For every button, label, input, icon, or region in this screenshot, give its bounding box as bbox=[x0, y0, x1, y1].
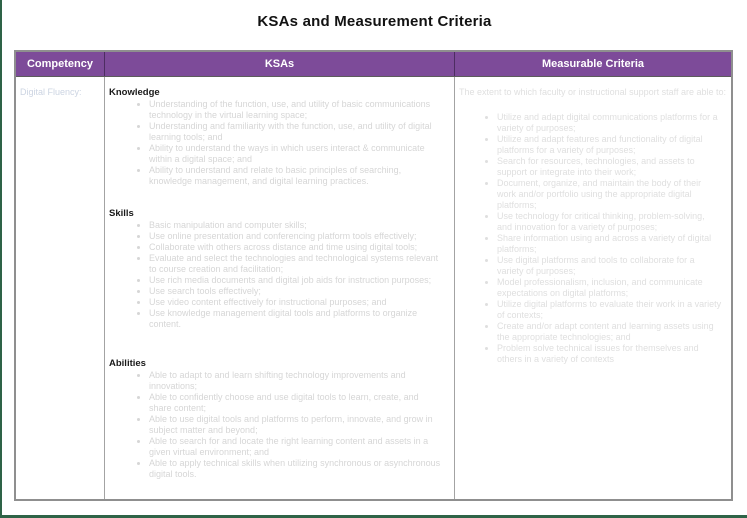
bullet-item: • Document, organize, and maintain the body of their work and/or portfolio using the appropriate digital platforms; bbox=[497, 178, 722, 211]
bullet-item: • Utilize digital platforms to evaluate their work in a variety of contexts; bbox=[497, 299, 722, 321]
bullet-item: • Able to search for and locate the right learning content and assets in a given virtual environment; and bbox=[149, 436, 443, 458]
bullet-item: • Able to adapt to and learn shifting technology improvements and innovations; bbox=[149, 370, 443, 392]
knowledge-heading: Knowledge bbox=[109, 87, 160, 98]
bullet-item: • Ability to understand and relate to basic principles of searching, knowledge management, and digital learning practices. bbox=[149, 165, 443, 187]
bullet-item: • Ability to understand the ways in which users interact & communicate within a digital space; and bbox=[149, 143, 443, 165]
bullet-item: • Problem solve technical issues for themselves and others in a variety of contexts bbox=[497, 343, 722, 365]
bullet-item: • Use search tools effectively; bbox=[149, 286, 443, 297]
page-title: KSAs and Measurement Criteria bbox=[257, 13, 492, 30]
abilities-heading: Abilities bbox=[109, 358, 146, 369]
bullet-item: • Use online presentation and conferencing platform tools effectively; bbox=[149, 231, 443, 242]
bullet-item: • Use knowledge management digital tools and platforms to organize content. bbox=[149, 308, 443, 330]
knowledge-bullet-list bbox=[109, 99, 449, 187]
skills-bullet-list bbox=[109, 220, 449, 330]
bullet-item: • Understanding and familiarity with the function, use, and utility of digital learning tools; and bbox=[149, 121, 443, 143]
bullet-item: • Able to apply technical skills when utilizing synchronous or asynchronous digital tools. bbox=[149, 458, 443, 480]
criteria-cell bbox=[455, 77, 731, 499]
competency-cell bbox=[16, 77, 105, 499]
criteria-bullet-list bbox=[459, 112, 726, 365]
column-header-ksas: KSAs bbox=[105, 52, 455, 76]
bullet-item: • Use digital platforms and tools to collaborate for a variety of purposes; bbox=[497, 255, 722, 277]
skills-heading: Skills bbox=[109, 208, 134, 219]
abilities-bullet-list bbox=[109, 370, 449, 480]
bullet-item: • Able to use digital tools and platforms to perform, innovate, and grow in subject matter and beyond; bbox=[149, 414, 443, 436]
ksa-table bbox=[14, 50, 733, 501]
bullet-item: • Create and/or adapt content and learning assets using the appropriate technologies; and bbox=[497, 321, 722, 343]
bullet-item: • Share information using and across a variety of digital platforms; bbox=[497, 233, 722, 255]
bullet-item: • Evaluate and select the technologies and technological systems relevant to course creation and facilitation; bbox=[149, 253, 443, 275]
column-header-measurable-criteria: Measurable Criteria bbox=[541, 58, 645, 70]
bullet-item: • Use technology for critical thinking, problem-solving, and innovation for a variety of purposes; bbox=[497, 211, 722, 233]
ksa-section-skills bbox=[109, 208, 449, 330]
ksa-section-knowledge bbox=[109, 87, 449, 187]
bullet-item: • Search for resources, technologies, and assets to support or integrate into their work; bbox=[497, 156, 722, 178]
bullet-item: • Model professionalism, inclusion, and communicate expectations on digital platforms; bbox=[497, 277, 722, 299]
bullet-item: • Use rich media documents and digital job aids for instruction purposes; bbox=[149, 275, 443, 286]
bullet-item: • Able to confidently choose and use digital tools to learn, create, and share content; bbox=[149, 392, 443, 414]
competency-value: Digital Fluency: bbox=[20, 87, 82, 97]
bullet-item: • Utilize and adapt digital communications platforms for a variety of purposes; bbox=[497, 112, 722, 134]
bullet-item: • Basic manipulation and computer skills; bbox=[149, 220, 443, 231]
ksa-section-abilities bbox=[109, 358, 449, 480]
bullet-item: • Collaborate with others across distance and time using digital tools; bbox=[149, 242, 443, 253]
bullet-item: • Understanding of the function, use, and utility of basic communications technology in the virtual learning space; bbox=[149, 99, 443, 121]
ksas-cell bbox=[105, 77, 455, 499]
criteria-intro: The extent to which faculty or instructional support staff are able to: bbox=[459, 87, 726, 97]
bullet-item: • Use video content effectively for instructional purposes; and bbox=[149, 297, 443, 308]
table-body-row bbox=[16, 77, 731, 499]
table-header-row bbox=[16, 52, 731, 77]
column-header-competency: Competency bbox=[16, 52, 105, 76]
bullet-item: • Utilize and adapt features and functionality of digital platforms for a variety of purposes; bbox=[497, 134, 722, 156]
